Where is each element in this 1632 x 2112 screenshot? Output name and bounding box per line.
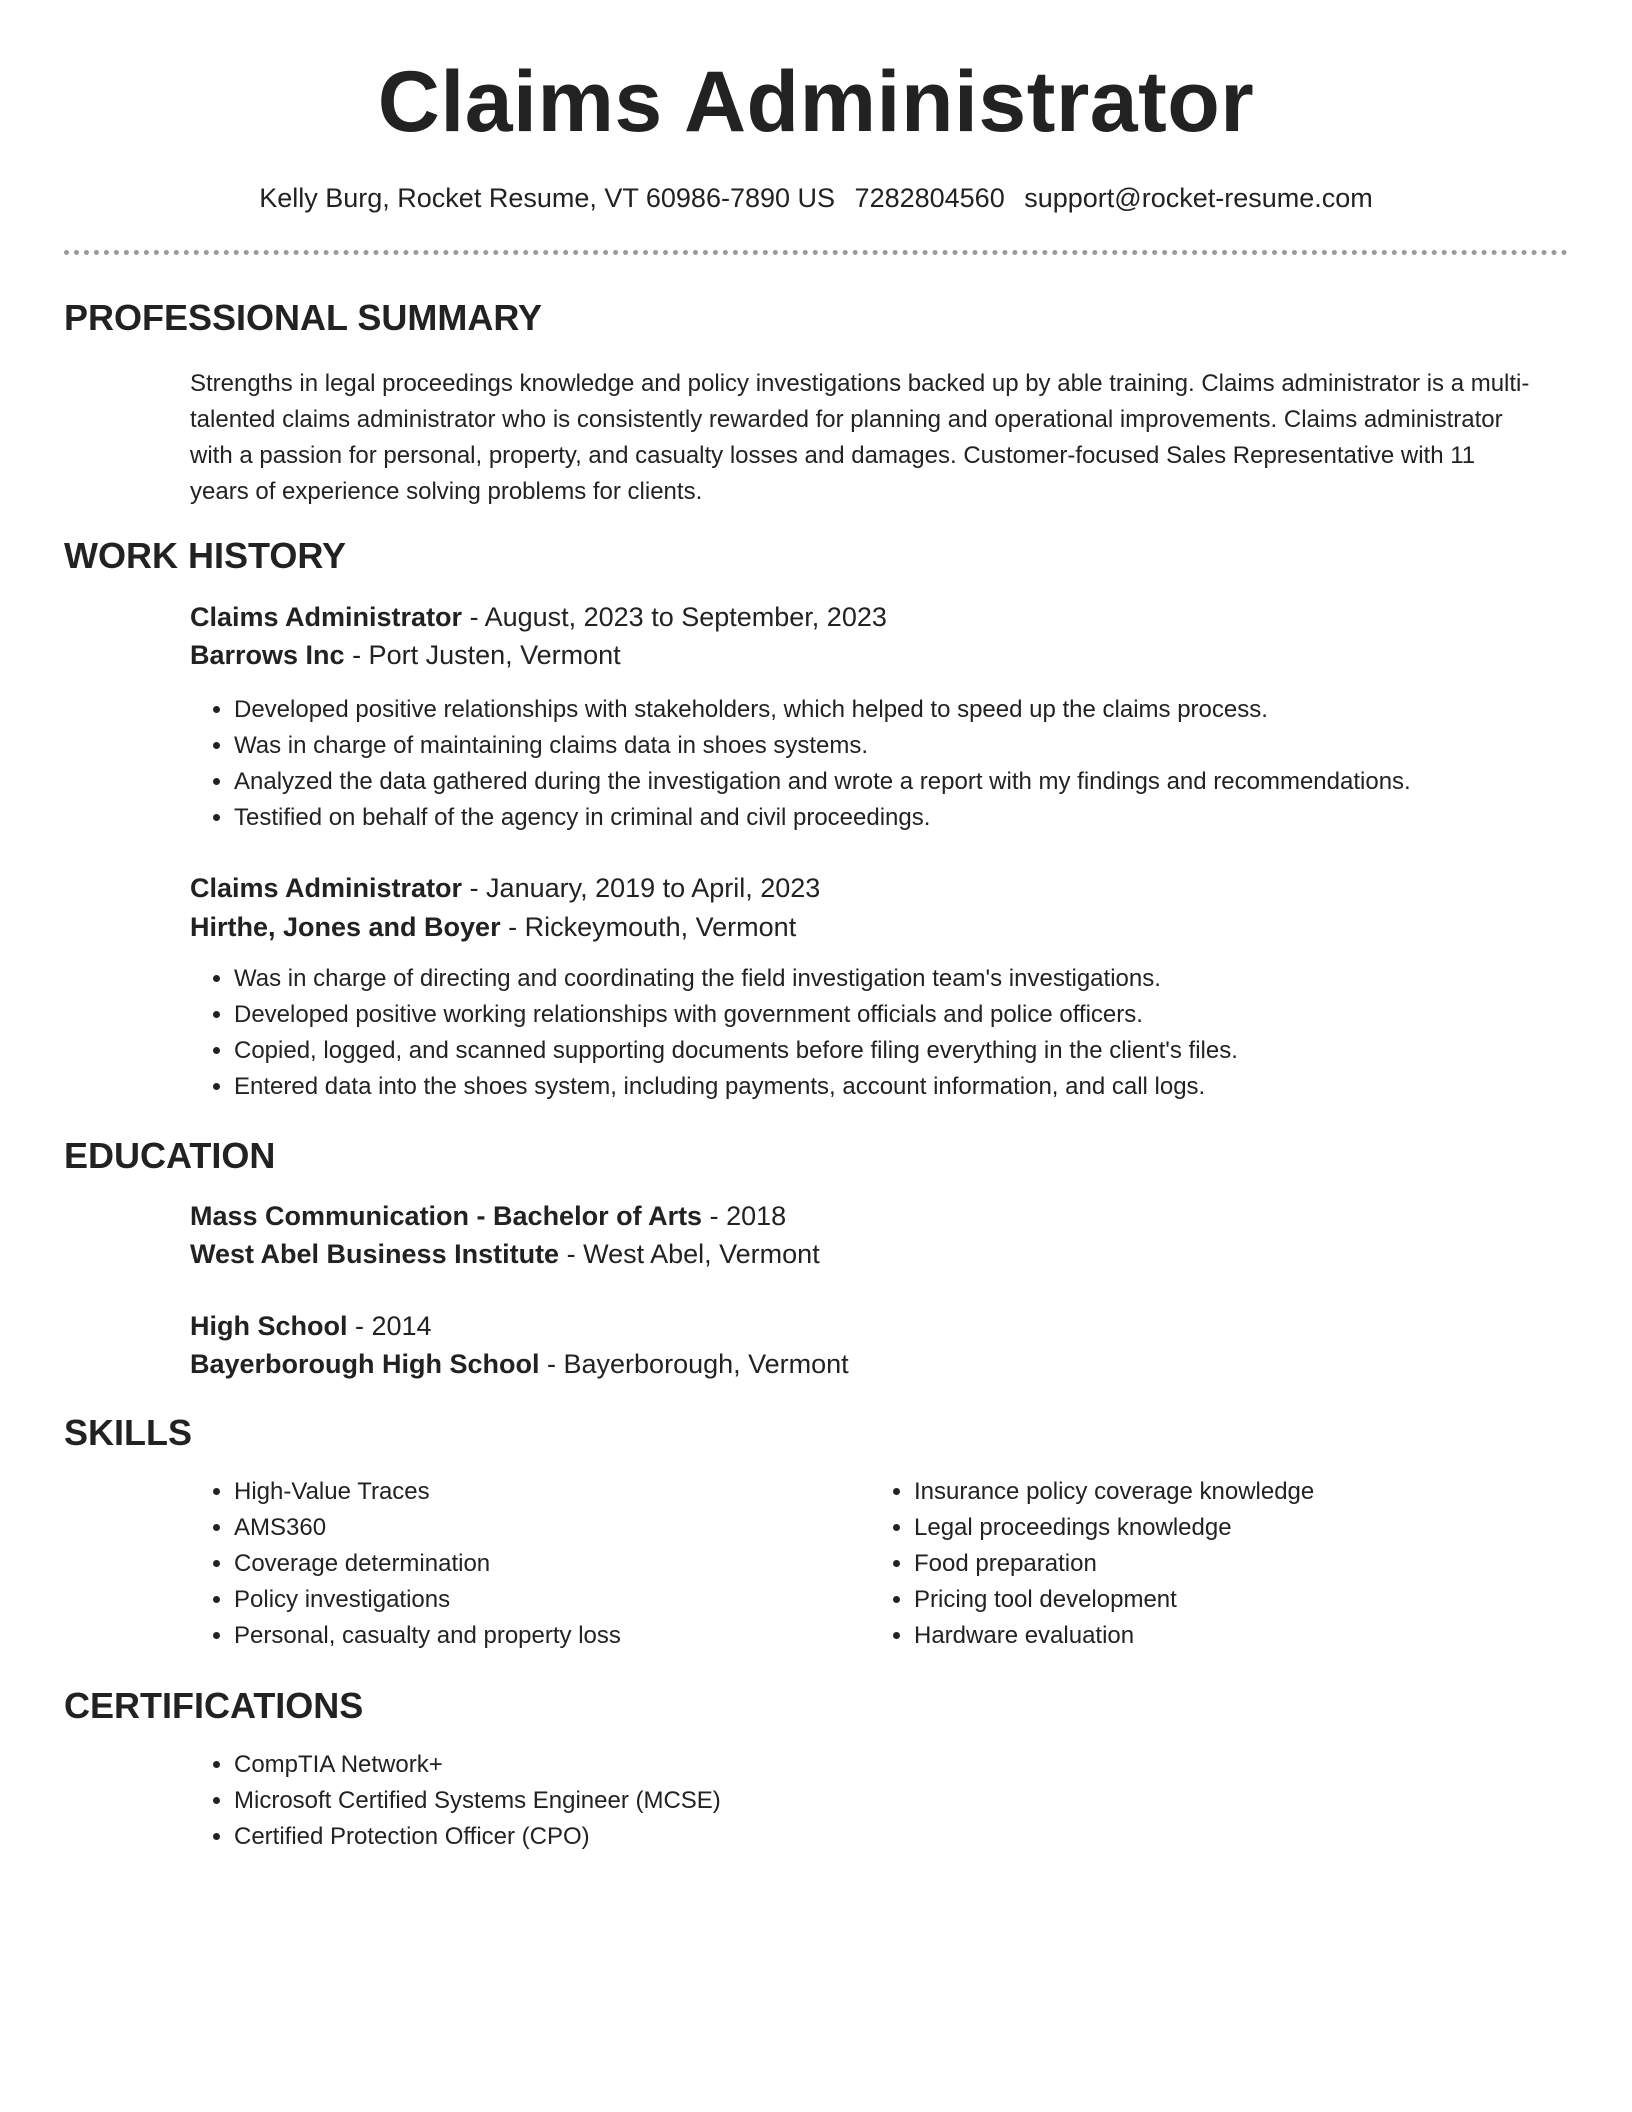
- list-item: • Copied, logged, and scanned supporting documents before filing everything in the client's files.: [234, 1033, 1238, 1069]
- skills-list-right: [870, 1474, 1314, 1654]
- list-item: • Policy investigations: [234, 1582, 621, 1618]
- job-2-company-line: [190, 909, 796, 945]
- education-2-degree-line: [190, 1308, 432, 1344]
- work-history-heading: WORK HISTORY: [64, 535, 347, 576]
- job-1-location: - Port Justen, Vermont: [344, 640, 621, 670]
- job-1-company-line: [190, 637, 621, 673]
- summary-text: Strengths in legal proceedings knowledge and policy investigations backed up by able training. Claims administrator is a multi-talented claims administrator who is consistently rewarded for planning and operational improvements. Claims administrator with a passion for personal, property, and casualty losses and damages. Customer-focused Sales Representative with 11 years of experience solving problems for clients.: [190, 370, 1530, 505]
- education-heading: EDUCATION: [64, 1135, 276, 1176]
- job-1-company: Barrows Inc: [190, 640, 345, 670]
- list-item: • Insurance policy coverage knowledge: [914, 1474, 1314, 1510]
- list-item: • CompTIA Network+: [234, 1747, 721, 1783]
- job-1-dates: - August, 2023 to September, 2023: [462, 602, 887, 632]
- skills-list-left: [190, 1474, 621, 1654]
- list-item: • Pricing tool development: [914, 1582, 1314, 1618]
- education-2-degree: High School: [190, 1311, 348, 1341]
- list-item: • Personal, casualty and property loss: [234, 1618, 621, 1654]
- resume-title: Claims Administrator: [377, 54, 1255, 150]
- list-item: • Entered data into the shoes system, including payments, account information, and call logs.: [234, 1069, 1238, 1105]
- education-1-degree-line: [190, 1198, 786, 1234]
- list-item: • Certified Protection Officer (CPO): [234, 1819, 721, 1855]
- education-1-school-line: [190, 1236, 820, 1272]
- job-2-title-line: [190, 870, 820, 906]
- list-item: • Food preparation: [914, 1546, 1314, 1582]
- list-item: • Analyzed the data gathered during the investigation and wrote a report with my findings and recommendations.: [234, 764, 1411, 800]
- job-1-role: Claims Administrator: [190, 602, 463, 632]
- education-1-location: - West Abel, Vermont: [559, 1239, 820, 1269]
- certifications-list: [190, 1747, 721, 1855]
- list-item: • Was in charge of directing and coordinating the field investigation team's investigations.: [234, 961, 1238, 997]
- contact-phone: 7282804560: [854, 183, 1005, 213]
- job-2-dates: - January, 2019 to April, 2023: [462, 873, 821, 903]
- education-1-degree: Mass Communication - Bachelor of Arts: [190, 1201, 703, 1231]
- list-item: • Developed positive working relationships with government officials and police officers.: [234, 997, 1238, 1033]
- list-item: • High-Value Traces: [234, 1474, 621, 1510]
- summary-heading: PROFESSIONAL SUMMARY: [64, 297, 543, 338]
- header-divider: [64, 250, 1568, 255]
- list-item: • AMS360: [234, 1510, 621, 1546]
- education-2-location: - Bayerborough, Vermont: [539, 1349, 849, 1379]
- contact-email: support@rocket-resume.com: [1024, 183, 1373, 213]
- contact-address: Kelly Burg, Rocket Resume, VT 60986-7890 US: [259, 183, 836, 213]
- job-2-company: Hirthe, Jones and Boyer: [190, 912, 501, 942]
- job-1-bullets: [190, 692, 1411, 836]
- list-item: • Hardware evaluation: [914, 1618, 1314, 1654]
- education-1-school: West Abel Business Institute: [190, 1239, 560, 1269]
- skills-heading: SKILLS: [64, 1412, 193, 1453]
- list-item: • Developed positive relationships with stakeholders, which helped to speed up the claims process.: [234, 692, 1411, 728]
- list-item: • Coverage determination: [234, 1546, 621, 1582]
- job-2-location: - Rickeymouth, Vermont: [500, 912, 797, 942]
- job-2-role: Claims Administrator: [190, 873, 463, 903]
- certifications-heading: CERTIFICATIONS: [64, 1685, 364, 1726]
- education-1-year: - 2018: [702, 1201, 787, 1231]
- list-item: • Was in charge of maintaining claims data in shoes systems.: [234, 728, 1411, 764]
- job-1-title-line: [190, 599, 887, 635]
- list-item: • Legal proceedings knowledge: [914, 1510, 1314, 1546]
- job-2-bullets: [190, 961, 1238, 1105]
- list-item: • Testified on behalf of the agency in criminal and civil proceedings.: [234, 800, 1411, 836]
- list-item: • Microsoft Certified Systems Engineer (MCSE): [234, 1783, 721, 1819]
- education-2-school-line: [190, 1346, 849, 1382]
- education-2-year: - 2014: [347, 1311, 432, 1341]
- contact-line: [0, 180, 1632, 216]
- education-2-school: Bayerborough High School: [190, 1349, 540, 1379]
